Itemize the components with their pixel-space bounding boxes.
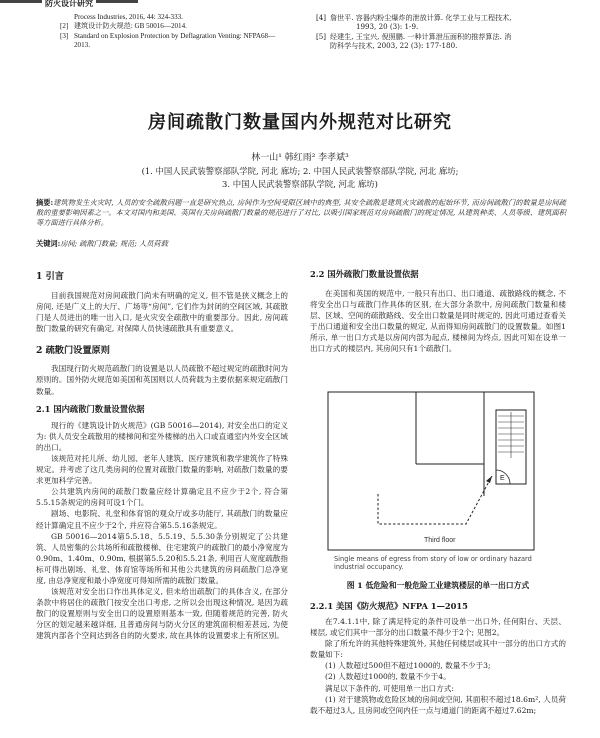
paragraph: (1) 人数超过500但不超过1000的, 数量不少于3; [325, 661, 491, 671]
paragraph: 满足以下条件的, 可使用单一出口方式: [325, 683, 454, 693]
paragraph: 目前我国规范对房间疏散门尚未有明确的定义, 但不管是狭义概念上的房间, 还是广义上的大厅、广场等“房间”, 它们作为封闭的空间区域, 其疏散门是人员进出的唯一出入口, 是火灾安全疏散中的重要部分。因此, 房间疏散门数量的研究有确定, 对保障人员快速疏散具有重要意义。 [36, 291, 288, 334]
egress-path [378, 476, 492, 524]
section-heading: 1 引言 [36, 271, 64, 282]
reference-item: [4] 詹世平. 容器内粉尘爆炸的泄放计算. 化学工业与工程技术, [316, 13, 512, 22]
reference-item: 2013. [74, 41, 90, 50]
abstract [36, 198, 566, 229]
paragraph: GB 50016—2014第5.5.18、5.5.19、5.5.30条分别规定了公共建筑、人员密集的公共场所和疏散楼梯、住宅建筑户的疏散门的最小净宽度为0.90m、1.40m、0.90m, 根据第5.5.20和5.5.21条, 利用百人宽度疏散指标可得出剧场、礼堂、体育馆等场所和其他公共建筑的房间疏散门总净宽度, 由总净宽度和最小净宽度可得知所需的疏散门数量。 [36, 531, 288, 585]
paper-title: 房间疏散门数量国内外规范对比研究 [148, 112, 452, 133]
reference-item: 防科学与技术, 2003, 22 (3): 177-180. [330, 41, 458, 51]
reference-item: 1993, 20 (3): 1-9. [356, 22, 419, 32]
keywords-text: 房间; 疏散门数量; 规范; 人员荷载 [60, 239, 168, 248]
paragraph: 该规范对托儿所、幼儿园、老年人建筑、医疗建筑和教学建筑作了特殊规定。并考虑了这几类房间的位置对疏散门数量的影响, 对疏散门数量的要求更加科学完善。 [36, 453, 288, 486]
floor-plan-figure [316, 384, 554, 584]
running-header [0, 0, 600, 10]
paragraph: 该规范对安全出口作出具体定义, 但未给出疏散门的具体含义, 在部分条款中将居住的疏散门按安全出口考虑, 之所以会出现这种情况, 是因为疏散门的设置原则与安全出口的设置原则基本一致, 但随着规范的完善, 防火分区的划定越来越详细, 且普通房间与防火分区的建筑面积相差甚远, 为使建筑内部各个空间达到各自的防火要求, 故在具体的设置要求上有所区别。 [36, 587, 288, 641]
stair-treads [498, 412, 524, 458]
right-column-lower [310, 600, 566, 716]
affiliation-line: 3. 中国人民武装警察部队学院, 河北 廊坊) [222, 179, 378, 189]
reference-item: [2] 建筑设计防火规范: GB 50016—2014. [60, 22, 187, 31]
paragraph: (1) 对于建筑物或危险区域的房间或空间, 其面积不超过18.6m², 人员荷载不超过3人, 且房间或空间内任一点与通道门的距离不超过7.62m; [310, 694, 566, 715]
floor-label: Third floor [424, 537, 456, 544]
paragraph: 公共建筑内房间的疏散门数量应经计算确定且不应少于2个, 符合第5.5.15条规定的房间可设1个门。 [36, 487, 288, 508]
abstract-text: 建筑物发生火灾时, 人员的安全疏散问题一直是研究热点, 房间作为空间受限区域中的典型, 其安全疏散是建筑火灾疏散的起始环节, 而房间疏散门的数量是房间疏散的重要影响因素之一。本文对国内和美国、英国有关房间疏散门数量的规范进行了对比, 以吸引国家规范对房间疏散门的规定情况, 从建筑种类、人员等级、建筑面积等方面进行具体分析。 [36, 198, 566, 228]
paragraph: 剧场、电影院、礼堂和体育馆的观众厅或多功能厅, 其疏散门的数量应经计算确定且不应少于2个, 并应符合第5.5.16条规定。 [36, 509, 288, 530]
top-references-right [316, 13, 512, 51]
egress-arrow-icon [486, 476, 492, 483]
abstract-label: 摘要: [36, 198, 54, 207]
exit-marker-label: E [500, 475, 505, 482]
subsection-heading: 2.2.1 美国《防火规范》NFPA 1—2015 [310, 601, 468, 611]
keywords-label: 关键词: [36, 239, 61, 248]
figure-caption-english: Single means of egress from story of low or ordinary hazard industrial occupancy. [334, 555, 532, 572]
subsection-heading: 2.2 国外疏散门数量设置依据 [310, 269, 419, 279]
reference-item: [5] 经建生, 王宝兴, 倪照鹏. 一种计算泄压面积的推荐算法. 消 [316, 31, 512, 41]
paragraph: 我国现行防火规范疏散门的设置是以人员疏散不超过规定的疏散时间为原则的。国外防火规范如美国和英国则以人员荷载为主要依据来规定疏散门数量。 [36, 364, 288, 396]
subsection-heading: 2.1 国内疏散门数量设置依据 [36, 403, 145, 414]
keywords [36, 239, 566, 249]
reference-item: [3] Standard on Explosion Protection by Deflagration Venting: NFPA68— [60, 31, 276, 40]
figure-caption: 图 1 低危险和一般危险工业建筑楼层的单一出口方式 [346, 581, 530, 590]
left-column [36, 266, 288, 642]
right-column [310, 266, 566, 355]
paragraph: 在美国和英国的规范中, 一般只有出口、出口通道、疏散路线的概念, 不将安全出口与疏散门作具体的区别, 在大部分条款中, 房间疏散门数量和楼层、区域、空间的疏散路线、安全出口数量是同时规定的, 因此可通过查看关于出口通道和安全出口数量的规定, 从而得知房间疏散门的设置数量。如图1所示, 单一出口方式是以房间内部为起点, 楼梯间为终点, 因此可知在设单一出口方式的楼层内, 其房间只有1个疏散门。 [310, 289, 566, 354]
paragraph: (2) 人数超过1000的, 数量不少于4。 [325, 672, 451, 682]
section-heading: 2 疏散门设置原则 [36, 345, 110, 357]
paragraph: 除了所允许的其他特殊建筑外, 其他任何楼层或其中一部分的出口方式的数量如下: [310, 639, 566, 660]
affiliation-line: (1. 中国人民武装警察部队学院, 河北 廊坊; 2. 中国人民武装警察部队学院, 河北 廊坊; [141, 166, 459, 176]
running-head-text: 防火设计研究 [42, 0, 96, 9]
paragraph: 现行的《建筑设计防火规范》(GB 50016—2014), 对安全出口的定义为: 供人员安全疏散用的楼梯间和室外楼梯的出入口或直通室内外安全区域的出口。 [36, 420, 288, 452]
paragraph: 在7.4.1.1中, 除了满足特定的条件可设单一出口外, 任何阳台、天层、楼层, 或它们其中一部分的出口数量不得少于2个; 见图2。 [310, 617, 566, 638]
author-line: 林一山¹ 韩红雨² 李孝斌³ [251, 153, 349, 163]
top-references-left [60, 13, 275, 51]
reference-item: Process Industries, 2016, 44: 324-333. [74, 13, 183, 21]
